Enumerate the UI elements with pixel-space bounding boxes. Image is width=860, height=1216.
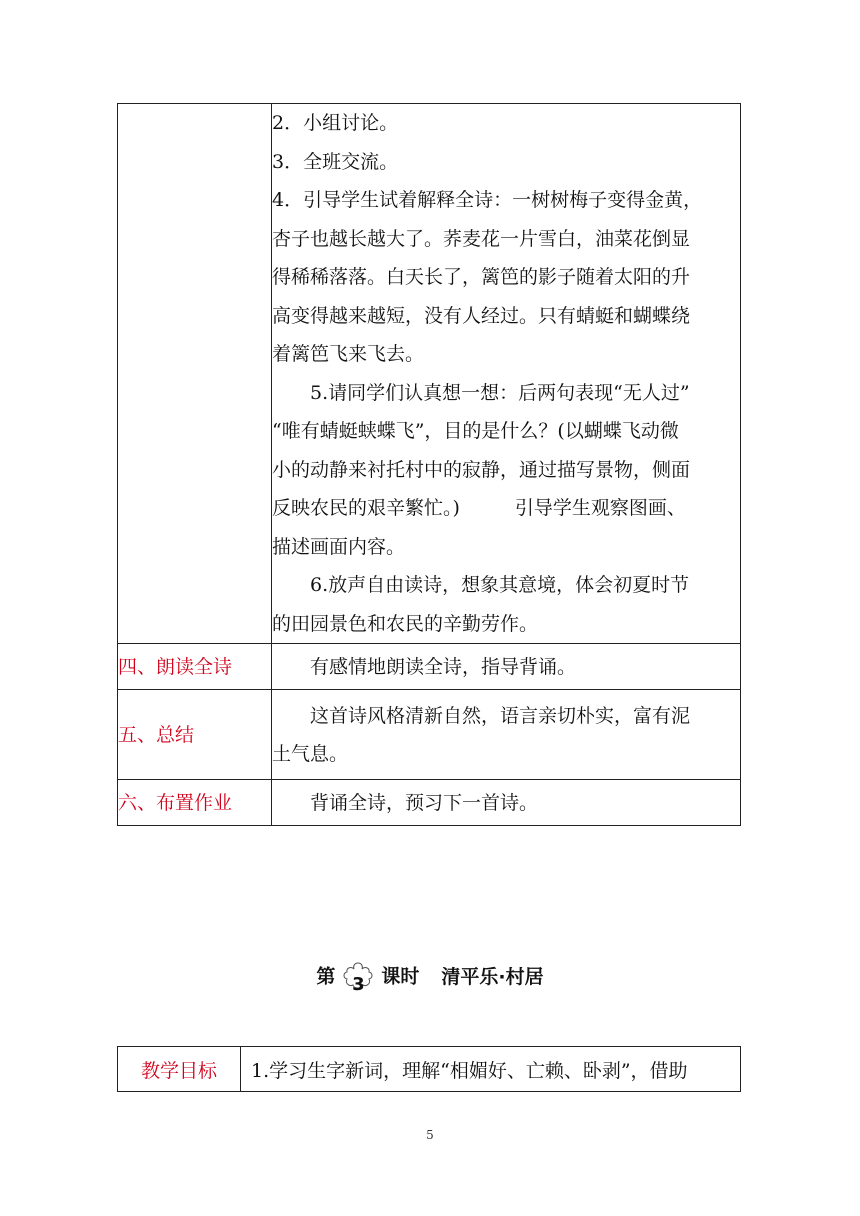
step-line: 高变得越来越短，没有人经过。只有蜻蜓和蝴蝶绕 bbox=[272, 304, 691, 327]
poem-title: 清平乐·村居 bbox=[441, 965, 544, 988]
row-content bbox=[272, 780, 741, 826]
empty-label-cell bbox=[118, 104, 272, 644]
step-line: 描述画面内容。 bbox=[272, 535, 406, 558]
row-content-line: 这首诗风格清新自然，语言亲切朴实，富有泥 bbox=[310, 704, 691, 727]
row-content bbox=[272, 644, 741, 690]
heading-prefix: 第 bbox=[316, 965, 336, 988]
step-line-with-tail bbox=[272, 489, 740, 528]
step-line: “唯有蜻蜓蛱蝶飞”，目的是什么？(以蝴蝶飞动微 bbox=[272, 420, 679, 442]
table-row bbox=[118, 1047, 741, 1092]
table-row bbox=[118, 690, 741, 780]
step-line: 得稀稀落落。白天长了，篱笆的影子随着太阳的升 bbox=[272, 266, 691, 288]
step-line: 杏子也越长越大了。荞麦花一片雪白，油菜花倒显 bbox=[272, 227, 691, 250]
lesson-steps-table bbox=[117, 103, 741, 826]
table-row bbox=[118, 644, 741, 690]
step-line: 着篱笆飞来飞去。 bbox=[272, 343, 425, 365]
flower-number-badge bbox=[341, 960, 375, 994]
row-label: 四、朗读全诗 bbox=[118, 644, 272, 690]
step-line: 5.请同学们认真想一想：后两句表现“无人过” bbox=[310, 381, 690, 404]
step-line: 小的动静来衬托村中的寂静，通过描写景物，侧面 bbox=[272, 458, 691, 481]
table-row bbox=[118, 104, 741, 644]
next-lesson-table bbox=[117, 1046, 741, 1092]
step-line: 6.放声自由读诗，想象其意境，体会初夏时节 bbox=[310, 574, 690, 596]
heading-suffix: 课时 bbox=[381, 965, 420, 988]
step-line: 引导学生观察图画、 bbox=[514, 497, 686, 519]
row-content bbox=[272, 690, 741, 780]
step-line: 4．引导学生试着解释全诗：一树树梅子变得金黄， bbox=[272, 189, 703, 211]
row-label: 六、布置作业 bbox=[118, 780, 272, 826]
step-content-cell bbox=[272, 104, 741, 644]
step-line: 的田园景色和农民的辛勤劳作。 bbox=[272, 612, 539, 635]
lesson-number: 3 bbox=[352, 974, 365, 995]
page-number: 5 bbox=[426, 1128, 434, 1142]
row-content-line: 背诵全诗，预习下一首诗。 bbox=[310, 791, 539, 814]
step-line: 2．小组讨论。 bbox=[272, 112, 399, 134]
row-label: 五、总结 bbox=[118, 690, 272, 780]
step-line: 3．全班交流。 bbox=[272, 150, 399, 173]
step-line: 反映农民的艰辛繁忙。) bbox=[272, 497, 460, 519]
table-row bbox=[118, 780, 741, 826]
lesson-heading bbox=[0, 960, 860, 994]
row-content-line: 有感情地朗读全诗，指导背诵。 bbox=[310, 655, 577, 678]
teaching-goal-label: 教学目标 bbox=[118, 1047, 241, 1092]
row-content-line: 土气息。 bbox=[272, 742, 349, 765]
teaching-goal-content: 1.学习生字新词，理解“相媚好、亡赖、卧剥”，借助 bbox=[241, 1047, 741, 1092]
